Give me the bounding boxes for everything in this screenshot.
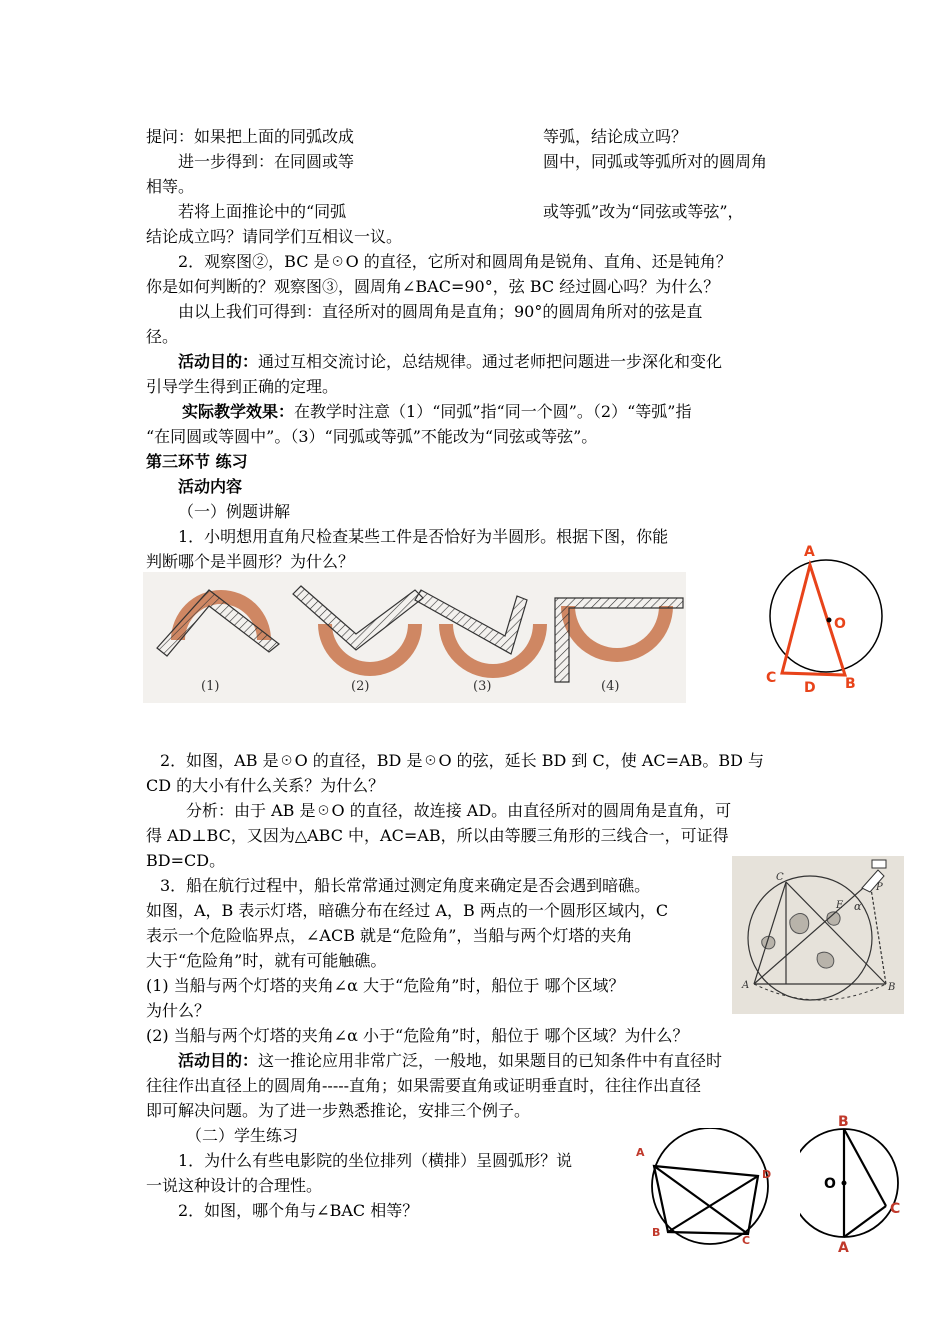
text-line: 进一步得到：在同圆或等	[178, 152, 355, 171]
circle-triangle-figure	[762, 540, 888, 700]
label-alpha: α	[854, 900, 862, 913]
text-line: 结论成立吗？请同学们互相议一议。	[146, 227, 403, 246]
text-line: (1) 当船与两个灯塔的夹角∠α 大于“危险角”时，船位于 哪个区域？	[146, 976, 625, 995]
label-a: A	[636, 1146, 645, 1159]
label-c: C	[776, 872, 784, 883]
text-line: 圆中，同弧或等弧所对的圆周角	[543, 152, 768, 171]
label-teaching-effect: 实际教学效果：	[182, 402, 295, 421]
text-line: 你是如何判断的？观察图③，圆周角∠BAC=90°，弦 BC 经过圆心吗？为什么？	[146, 277, 720, 296]
lighthouse-figure	[732, 856, 904, 1014]
label-e: E	[836, 900, 844, 911]
text-line: 3．船在航行过程中，船长常常通过测定角度来确定是否会遇到暗礁。	[160, 876, 651, 895]
label-activity-purpose: 活动目的：	[178, 1051, 259, 1070]
reef	[790, 914, 809, 934]
label-o: O	[834, 616, 846, 632]
text-line: 表示一个危险临界点，∠ACB 就是“危险角”，当船与两个灯塔的夹角	[146, 926, 633, 945]
text-line: 1．为什么有些电影院的坐位排列（横排）呈圆弧形？说	[178, 1151, 573, 1170]
text-line: 2．如图，哪个角与∠BAC 相等？	[178, 1201, 419, 1220]
circle	[652, 1128, 768, 1244]
caption-1: (1)	[201, 679, 220, 694]
label-c: C	[766, 670, 777, 686]
ruler-photo-figure	[143, 572, 686, 703]
text-line: 2．如图，AB 是☉O 的直径，BD 是☉O 的弦，延长 BD 到 C，使 AC=AB。BD 与	[160, 751, 765, 770]
caption-3: (3)	[473, 679, 492, 694]
text-line: 判断哪个是半圆形？为什么？	[146, 552, 355, 571]
text-line: 一说这种设计的合理性。	[146, 1176, 323, 1195]
circle	[800, 1129, 901, 1237]
label-activity-purpose: 活动目的：	[178, 352, 259, 371]
text: 在教学时注意（1）“同弧”指“同一个圆”。（2）“等弧”指	[294, 402, 692, 421]
text-line: 1．小明想用直角尺检查某些工件是否恰好为半圆形。根据下图，你能	[178, 527, 669, 546]
text-line: 相等。	[146, 177, 195, 196]
text: 这一推论应用非常广泛，一般地，如果题目的已知条件中有直径时	[258, 1051, 723, 1070]
cyclic-quadrilateral-figure	[632, 1128, 782, 1248]
text: 通过互相交流讨论，总结规律。通过老师把问题进一步深化和变化	[258, 352, 723, 371]
text-line: 分析：由于 AB 是☉O 的直径，故连接 AD。由直径所对的圆周角是直角，可	[186, 801, 732, 820]
label-c: C	[890, 1201, 901, 1217]
text-line: 大于“危险角”时，就有可能触礁。	[146, 951, 387, 970]
text-line: 或等弧”改为“同弦或等弦”，	[543, 202, 744, 221]
caption-4: (4)	[601, 679, 620, 694]
text-line: BD=CD。	[146, 851, 226, 870]
center-point	[827, 618, 832, 623]
text-line: 如图，A，B 表示灯塔，暗礁分布在经过 A，B 两点的一个圆形区域内，C	[146, 901, 669, 920]
label-d: D	[762, 1168, 772, 1181]
label-a: A	[838, 1240, 849, 1256]
text-line: (2) 当船与两个灯塔的夹角∠α 小于“危险角”时，船位于 哪个区域？为什么？	[146, 1026, 689, 1045]
chord-bc	[844, 1129, 886, 1206]
text-line: 引导学生得到正确的定理。	[146, 377, 339, 396]
section-heading: 第三环节 练习	[146, 452, 248, 471]
reef	[817, 952, 834, 968]
text-line: 提问：如果把上面的同弧改成	[146, 127, 355, 146]
label-a: A	[804, 544, 815, 560]
text-line: 若将上面推论中的“同弧	[178, 202, 347, 221]
diagonal	[668, 1176, 758, 1232]
text-line: 径。	[146, 327, 179, 346]
text-line: （一）例题讲解	[178, 502, 291, 521]
text-line: （二）学生练习	[186, 1126, 299, 1145]
label-d: D	[804, 680, 816, 696]
lighthouse-icon	[872, 860, 886, 868]
label-b: B	[888, 982, 896, 993]
label-a: A	[742, 980, 750, 991]
text-line: CD 的大小有什么关系？为什么？	[146, 776, 385, 795]
center-point	[842, 1181, 847, 1186]
text-line: “在同圆或等圆中”。（3）“同弧或等弧”不能改为“同弦或等弦”。	[146, 427, 598, 446]
label-c: C	[742, 1234, 751, 1247]
text-line	[178, 352, 722, 372]
text-line: 为什么？	[146, 1001, 211, 1020]
label-b: B	[845, 676, 856, 692]
text-line: 2．观察图②，BC 是☉O 的直径，它所对和圆周角是锐角、直角、还是钝角？	[178, 252, 732, 271]
text-line: 即可解决问题。为了进一步熟悉推论，安排三个例子。	[146, 1101, 531, 1120]
text-line	[178, 1051, 722, 1071]
text-line: 由以上我们可得到：直径所对的圆周角是直角；90°的圆周角所对的弦是直	[178, 302, 703, 321]
label-b: B	[652, 1226, 661, 1239]
caption-2: (2)	[351, 679, 370, 694]
label-p: P	[876, 882, 883, 893]
text-line: 等弧，结论成立吗？	[543, 127, 688, 146]
text-line	[182, 402, 691, 422]
label-b: B	[838, 1114, 849, 1130]
text-line: 得 AD⊥BC，又因为△ABC 中，AC=AB，所以由等腰三角形的三线合一，可证得	[146, 826, 729, 845]
diagonal	[654, 1166, 748, 1234]
subheading: 活动内容	[178, 477, 243, 496]
diameter-circle-figure	[800, 1110, 910, 1256]
text-line: 往往作出直径上的圆周角-----直角；如果需要直角或证明垂直时，往往作出直径	[146, 1076, 702, 1095]
label-o: O	[824, 1176, 836, 1192]
